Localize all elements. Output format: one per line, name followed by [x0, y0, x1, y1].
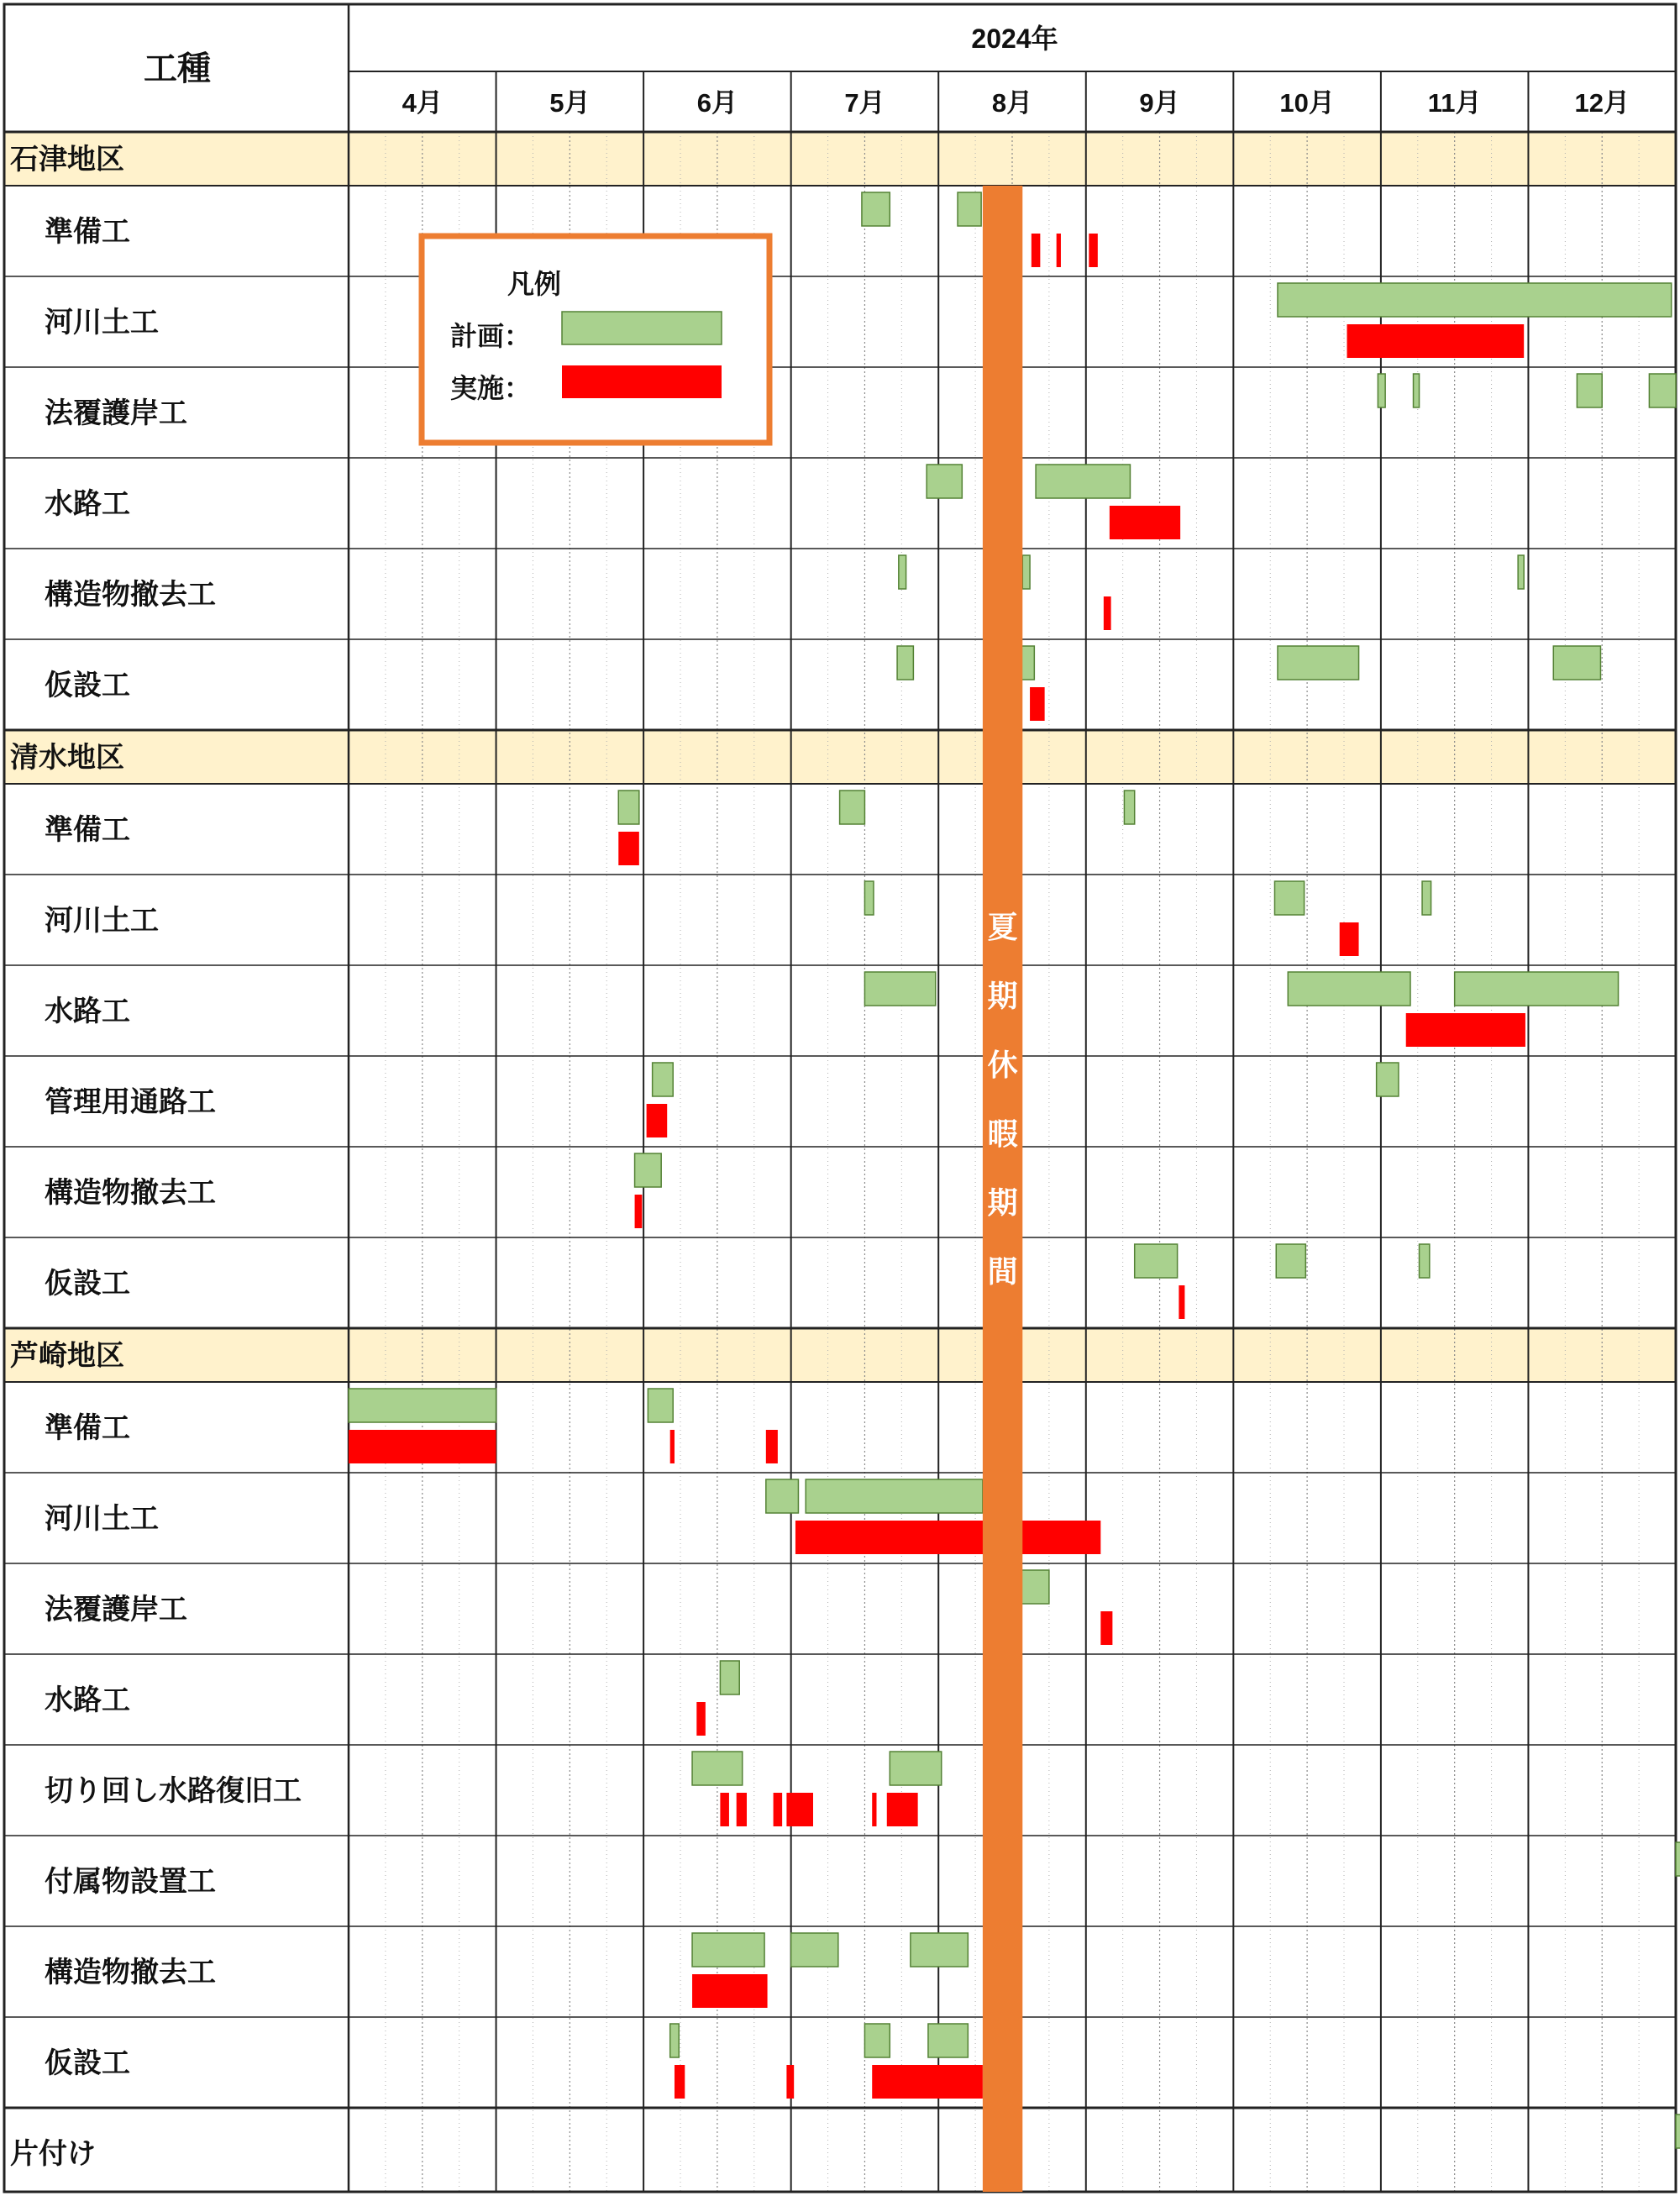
- actual-bar: [349, 1430, 496, 1463]
- task-label: 水路工: [45, 488, 130, 520]
- plan-bar: [766, 1479, 799, 1513]
- month-header-5: 5月: [549, 88, 591, 118]
- actual-bar: [1100, 1611, 1112, 1645]
- actual-bar: [1030, 687, 1045, 721]
- plan-bar: [1276, 1244, 1305, 1278]
- actual-bar: [696, 1702, 706, 1736]
- actual-bar: [647, 1104, 668, 1137]
- actual-bar: [1089, 234, 1098, 267]
- task-label: 水路工: [45, 1684, 130, 1716]
- actual-bar: [675, 2065, 685, 2099]
- section-label: 清水地区: [10, 742, 124, 774]
- plan-bar: [1553, 646, 1600, 680]
- plan-bar: [692, 1752, 743, 1785]
- task-label: 切り回し水路復旧工: [45, 1775, 302, 1807]
- plan-bar: [899, 555, 906, 589]
- task-label: 水路工: [45, 996, 130, 1027]
- section-label: 芦崎地区: [10, 1340, 124, 1372]
- actual-bar: [887, 1793, 918, 1826]
- actual-bar: [872, 1793, 876, 1826]
- plan-bar: [1422, 881, 1431, 915]
- plan-bar: [1124, 791, 1134, 824]
- actual-bar: [786, 1793, 813, 1826]
- plan-bar: [1288, 972, 1410, 1006]
- plan-bar: [1676, 2115, 1680, 2148]
- task-label: 仮設工: [45, 670, 130, 701]
- actual-bar: [1340, 922, 1359, 956]
- plan-bar: [927, 465, 962, 498]
- plan-bar: [670, 2024, 680, 2057]
- month-header-6: 6月: [696, 88, 738, 118]
- legend-actual-label: 実施：: [450, 373, 532, 403]
- legend-actual-swatch: [562, 365, 722, 398]
- legend: [422, 236, 769, 443]
- month-header-11: 11月: [1427, 88, 1482, 118]
- holiday-label-char: 夏: [987, 910, 1018, 944]
- task-label: 準備工: [45, 1412, 130, 1444]
- task-label: 河川土工: [45, 1503, 159, 1535]
- task-label: 仮設工: [45, 2047, 130, 2079]
- section-row-bg: [4, 730, 1676, 784]
- plan-bar: [1414, 374, 1420, 407]
- month-header-7: 7月: [844, 88, 885, 118]
- task-label: 構造物撤去工: [45, 1957, 216, 1988]
- task-label: 付属物設置工: [45, 1866, 216, 1898]
- actual-bar: [766, 1430, 778, 1463]
- plan-bar: [890, 1752, 941, 1785]
- task-label: 河川土工: [45, 307, 159, 339]
- plan-bar: [862, 192, 890, 226]
- year-header: 2024年: [971, 24, 1058, 54]
- actual-bar: [786, 2065, 794, 2099]
- holiday-label-char: 期: [987, 1185, 1018, 1220]
- actual-bar: [670, 1430, 675, 1463]
- task-label: 河川土工: [45, 905, 159, 937]
- plan-bar: [1278, 283, 1672, 317]
- legend-title: 凡例: [507, 269, 562, 299]
- month-header-12: 12月: [1574, 88, 1630, 118]
- plan-bar: [911, 1933, 968, 1967]
- section-row-bg: [4, 1328, 1676, 1382]
- actual-bar: [1057, 234, 1061, 267]
- plan-bar: [806, 1479, 983, 1513]
- actual-bar: [1406, 1013, 1525, 1047]
- actual-bar: [692, 1974, 768, 2008]
- task-label: 片付け: [10, 2138, 96, 2170]
- actual-bar: [1179, 1285, 1184, 1319]
- plan-bar: [1378, 374, 1385, 407]
- task-label: 構造物撤去工: [45, 579, 216, 611]
- month-header-9: 9月: [1139, 88, 1180, 118]
- actual-bar: [872, 2065, 983, 2099]
- plan-bar: [1036, 465, 1130, 498]
- plan-bar: [791, 1933, 838, 1967]
- plan-bar: [864, 972, 935, 1006]
- plan-bar: [1278, 646, 1359, 680]
- plan-bar: [1377, 1063, 1399, 1096]
- task-label: 準備工: [45, 216, 130, 248]
- task-label: 法覆護岸工: [45, 397, 187, 429]
- plan-bar: [1021, 646, 1035, 680]
- legend-plan-label: 計画：: [450, 321, 532, 351]
- actual-bar: [737, 1793, 747, 1826]
- actual-bar: [795, 1521, 1100, 1554]
- actual-bar: [1110, 506, 1180, 539]
- month-header-8: 8月: [991, 88, 1033, 118]
- month-header-4: 4月: [402, 88, 443, 118]
- plan-bar: [864, 2024, 890, 2057]
- plan-bar: [653, 1063, 674, 1096]
- legend-plan-swatch: [562, 312, 722, 344]
- plan-bar: [1518, 555, 1524, 589]
- plan-bar: [1022, 555, 1030, 589]
- holiday-label-char: 休: [987, 1048, 1018, 1082]
- plan-bar: [864, 881, 874, 915]
- plan-bar: [1021, 1570, 1049, 1604]
- task-label: 準備工: [45, 814, 130, 846]
- task-label: 法覆護岸工: [45, 1594, 187, 1626]
- plan-bar: [1274, 881, 1304, 915]
- holiday-label-char: 期: [987, 979, 1018, 1013]
- task-label: 構造物撤去工: [45, 1177, 216, 1209]
- actual-bar: [1347, 324, 1525, 358]
- plan-bar: [1455, 972, 1619, 1006]
- plan-bar: [1676, 1842, 1680, 1876]
- section-label: 石津地区: [10, 144, 124, 176]
- plan-bar: [1649, 374, 1676, 407]
- section-row-bg: [4, 132, 1676, 186]
- month-header-10: 10月: [1279, 88, 1335, 118]
- plan-bar: [692, 1933, 764, 1967]
- plan-bar: [1420, 1244, 1430, 1278]
- actual-bar: [618, 832, 639, 865]
- task-label: 仮設工: [45, 1268, 130, 1300]
- task-label: 管理用通路工: [45, 1086, 216, 1118]
- plan-bar: [720, 1661, 739, 1694]
- holiday-label-char: 間: [987, 1254, 1018, 1289]
- actual-bar: [774, 1793, 783, 1826]
- plan-bar: [840, 791, 865, 824]
- actual-bar: [720, 1793, 729, 1826]
- plan-bar: [648, 1389, 673, 1422]
- actual-bar: [1104, 596, 1111, 630]
- plan-bar: [897, 646, 913, 680]
- holiday-label-char: 暇: [987, 1116, 1018, 1151]
- plan-bar: [618, 791, 639, 824]
- actual-bar: [635, 1195, 643, 1228]
- plan-bar: [349, 1389, 496, 1422]
- plan-bar: [958, 192, 981, 226]
- plan-bar: [928, 2024, 968, 2057]
- actual-bar: [1032, 234, 1041, 267]
- plan-bar: [635, 1153, 662, 1187]
- plan-bar: [1135, 1244, 1178, 1278]
- plan-bar: [1577, 374, 1602, 407]
- task-column-header: 工種: [144, 50, 211, 87]
